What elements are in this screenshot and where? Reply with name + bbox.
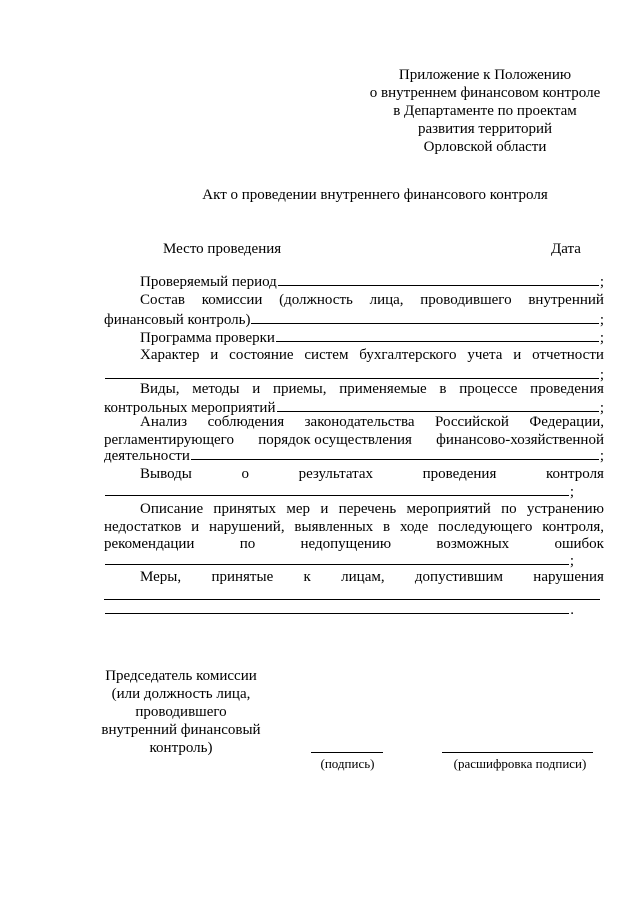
word: нарушения	[533, 569, 604, 585]
fill-line[interactable]	[105, 551, 569, 565]
signature-decode-line[interactable]	[442, 752, 593, 753]
field-methods-line-1	[140, 380, 604, 398]
fill-line[interactable]	[278, 272, 599, 286]
field-analysis-line-1	[140, 413, 604, 431]
punctuation: ;	[599, 448, 604, 464]
word: устранению	[526, 501, 604, 517]
fill-line[interactable]	[251, 310, 598, 324]
punctuation: ;	[569, 553, 574, 569]
field-label: финансовый контроль)	[104, 312, 251, 328]
word: принятые	[211, 569, 274, 585]
chair-line: Председатель комиссии	[105, 668, 257, 684]
word: Характер	[140, 347, 200, 363]
field-period[interactable]	[140, 272, 604, 291]
word: по	[239, 536, 256, 552]
word: лица,	[369, 292, 404, 308]
word: ходе	[399, 519, 429, 535]
word: ошибок	[554, 536, 604, 552]
header-line: в Департаменте по проектам	[393, 103, 577, 119]
document-title: Акт о проведении внутреннего финансового контроля	[202, 187, 548, 203]
word: методы	[192, 381, 240, 397]
header-line: о внутреннем финансовом контроле	[369, 85, 601, 101]
word: приемы,	[272, 381, 327, 397]
field-actions-line-1	[140, 568, 604, 586]
word: допустившим	[414, 569, 503, 585]
field-label: Программа проверки	[140, 330, 275, 346]
word: комиссии	[201, 292, 263, 308]
field-program[interactable]	[140, 328, 604, 347]
word: принятых	[213, 501, 277, 517]
fill-line[interactable]	[105, 600, 569, 614]
word: Российской	[435, 414, 509, 430]
punctuation: ;	[599, 312, 604, 328]
word: систем	[304, 347, 349, 363]
word: учета	[467, 347, 503, 363]
word: отчетности	[532, 347, 604, 363]
word: контроля	[545, 466, 604, 482]
field-commission-line-1	[140, 291, 604, 309]
word: соблюдения	[207, 414, 285, 430]
place-label: Место проведения	[163, 241, 282, 257]
word: проведения	[422, 466, 497, 482]
punctuation: .	[570, 602, 574, 618]
word: возможных	[436, 536, 510, 552]
word: выявленных	[294, 519, 374, 535]
signature-caption: (подпись)	[320, 756, 375, 771]
word: в	[439, 381, 447, 397]
chair-line: контроль)	[149, 740, 213, 756]
fill-line[interactable]	[191, 446, 599, 460]
word: Анализ	[140, 414, 188, 430]
word: по	[501, 501, 517, 517]
chair-line: проводившего	[135, 704, 227, 720]
word: результатах	[298, 466, 374, 482]
word: Федерации,	[529, 414, 604, 430]
chair-line: (или должность лица,	[111, 686, 251, 702]
word: проводившего	[420, 292, 512, 308]
word: бухгалтерского	[359, 347, 457, 363]
field-actions[interactable]	[104, 600, 574, 619]
field-character-line-1	[140, 346, 604, 364]
word: мер	[286, 501, 311, 517]
word: Выводы	[140, 466, 192, 482]
word: Состав	[140, 292, 186, 308]
word: к	[303, 569, 311, 585]
field-label: Проверяемый период	[140, 274, 277, 290]
signature-line[interactable]	[311, 752, 383, 753]
punctuation: ;	[569, 484, 574, 500]
chair-label	[96, 667, 266, 757]
date-label: Дата	[551, 241, 581, 257]
word: применяемые	[339, 381, 427, 397]
word: недопущению	[300, 536, 392, 552]
word: внутренний	[528, 292, 604, 308]
field-analysis[interactable]	[104, 446, 604, 465]
word: и	[191, 519, 200, 535]
word: последующего	[438, 519, 533, 535]
word: перечень	[338, 501, 397, 517]
punctuation: ;	[599, 367, 604, 383]
fill-line[interactable]	[105, 365, 599, 379]
word: мероприятий	[406, 501, 491, 517]
field-measures-line-1	[140, 500, 604, 518]
appendix-header	[350, 66, 620, 156]
header-line: развития территорий	[417, 121, 553, 137]
word: Виды,	[140, 381, 180, 397]
word: и	[210, 347, 219, 363]
word: контроля,	[542, 519, 604, 535]
field-conclusions-line-1	[140, 465, 604, 483]
word: Меры,	[140, 569, 182, 585]
field-measures-line-2	[104, 518, 604, 536]
signature-decode-caption: (расшифровка подписи)	[453, 756, 587, 771]
punctuation: ;	[599, 330, 604, 346]
word: состояние	[229, 347, 294, 363]
header-line: Приложение к Положению	[398, 67, 572, 83]
field-label: контрольных мероприятий	[104, 400, 276, 416]
field-commission[interactable]	[104, 310, 604, 329]
word: в	[383, 519, 391, 535]
field-label: деятельности	[104, 448, 190, 464]
header-line: Орловской области	[423, 139, 547, 155]
fill-line[interactable]	[276, 328, 599, 342]
chair-line: внутренний финансовый	[101, 722, 261, 738]
word: недостатков	[104, 519, 182, 535]
fill-line[interactable]	[277, 398, 599, 412]
word: нарушений,	[209, 519, 285, 535]
word: регламентирующего	[104, 432, 234, 448]
word: и	[513, 347, 522, 363]
word: проведения	[530, 381, 604, 397]
word: законодательства	[304, 414, 415, 430]
word: (должность	[279, 292, 353, 308]
word: финансово-хозяйственной	[436, 432, 604, 448]
word: и	[320, 501, 329, 517]
punctuation: ;	[599, 400, 604, 416]
word: и	[252, 381, 261, 397]
fill-line[interactable]	[105, 482, 569, 496]
field-conclusions[interactable]	[104, 482, 574, 501]
word: рекомендации	[104, 536, 195, 552]
punctuation: ;	[599, 274, 604, 290]
word: лицам,	[341, 569, 385, 585]
word: о	[241, 466, 249, 482]
word: Описание	[140, 501, 204, 517]
word: процессе	[459, 381, 518, 397]
word: порядок осуществления	[258, 432, 412, 448]
